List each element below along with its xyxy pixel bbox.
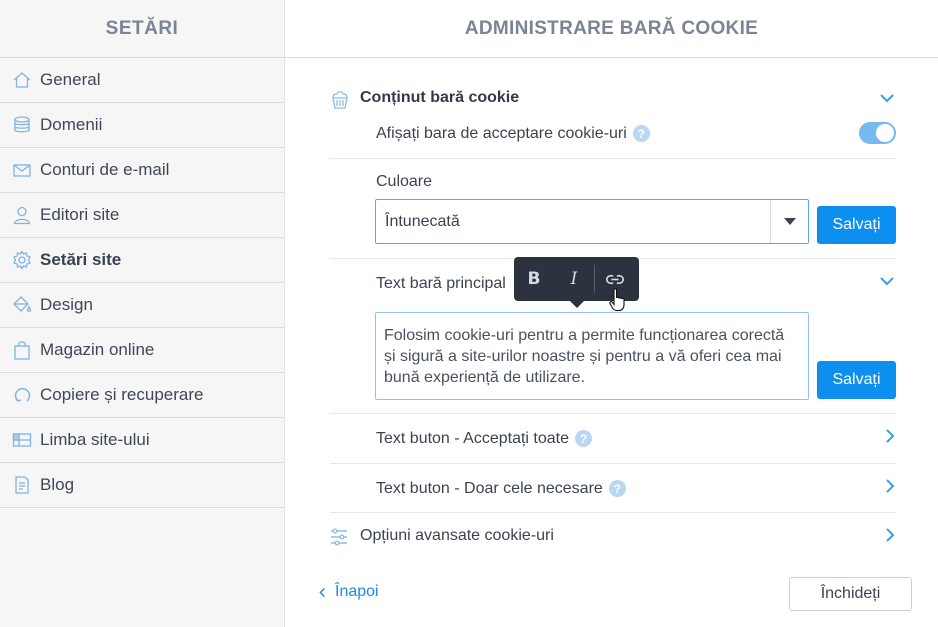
- show-cookie-bar-toggle[interactable]: [859, 122, 896, 144]
- chevron-down-icon[interactable]: [879, 90, 895, 106]
- main-text-label: Text bară principal: [376, 275, 506, 292]
- sidebar-item-label: Limba site-ului: [40, 430, 150, 449]
- sidebar-item-editori-site[interactable]: [0, 193, 284, 238]
- sidebar-item-label: Magazin online: [40, 340, 155, 359]
- document-icon: [11, 474, 33, 496]
- paint-bucket-icon: [11, 294, 33, 316]
- settings-sidebar: [0, 0, 285, 627]
- sidebar-item-blog[interactable]: [0, 463, 284, 508]
- sliders-icon: [329, 527, 349, 547]
- bold-button[interactable]: B: [527, 269, 541, 289]
- database-icon: [11, 114, 33, 136]
- envelope-icon: [11, 159, 33, 181]
- divider: [330, 413, 896, 414]
- toggle-row: [376, 125, 650, 143]
- page-title: ADMINISTRARE BARĂ COOKIE: [285, 0, 938, 58]
- sidebar-item-label: Conturi de e-mail: [40, 160, 170, 179]
- language-flag-icon: [11, 429, 33, 451]
- help-icon[interactable]: ?: [633, 125, 650, 142]
- toggle-label: Afișați bara de acceptare cookie-uri: [376, 125, 627, 142]
- advanced-options-link[interactable]: Opțiuni avansate cookie-uri: [360, 527, 554, 544]
- chevron-right-icon[interactable]: [882, 478, 898, 494]
- caret-down-icon[interactable]: [770, 200, 808, 243]
- main-text-textarea[interactable]: Folosim cookie-uri pentru a permite funcționarea corectă și sigură a site-urilor noastre și pentru a vă oferi cea mai bună experiență de utilizare.: [375, 312, 809, 400]
- home-icon: [11, 69, 33, 91]
- toolbar-pointer: [569, 300, 585, 308]
- divider: [330, 463, 896, 464]
- italic-button[interactable]: I: [570, 269, 578, 289]
- sidebar-item-copiere-recuperare[interactable]: [0, 373, 284, 418]
- toggle-knob: [876, 124, 894, 142]
- sidebar-item-general[interactable]: [0, 58, 284, 103]
- divider: [330, 158, 896, 159]
- accept-all-label: Text buton - Acceptați toate: [376, 430, 570, 447]
- sidebar-item-domenii[interactable]: [0, 103, 284, 148]
- sidebar-item-limba-site[interactable]: [0, 418, 284, 463]
- user-icon: [11, 204, 33, 226]
- sidebar-item-label: Copiere și recuperare: [40, 385, 204, 404]
- back-label: Înapoi: [335, 583, 379, 600]
- restore-icon: [11, 384, 33, 406]
- sidebar-item-conturi-email[interactable]: [0, 148, 284, 193]
- sidebar-item-setari-site[interactable]: [0, 238, 284, 283]
- divider: [330, 512, 896, 513]
- color-label: Culoare: [376, 173, 433, 190]
- shopping-bag-icon: [11, 339, 33, 361]
- section-title-content: Conținut bară cookie: [360, 89, 520, 106]
- necessary-only-row[interactable]: [376, 480, 626, 498]
- chevron-down-icon[interactable]: [879, 273, 895, 289]
- sidebar-title: SETĂRI: [0, 0, 284, 58]
- sidebar-item-label: Design: [40, 295, 93, 314]
- cookie-bar-panel: [285, 0, 938, 627]
- save-text-button[interactable]: Salvați: [817, 361, 896, 399]
- help-icon[interactable]: ?: [609, 480, 626, 497]
- sidebar-item-label: Setări site: [40, 250, 122, 269]
- sidebar-item-label: Blog: [40, 475, 75, 494]
- close-button[interactable]: Închideți: [789, 577, 912, 611]
- back-link[interactable]: [318, 583, 379, 601]
- help-icon[interactable]: ?: [575, 430, 592, 447]
- color-select[interactable]: [375, 199, 809, 244]
- accept-all-row[interactable]: [376, 430, 592, 448]
- save-color-button[interactable]: Salvați: [817, 206, 896, 244]
- color-select-value: Întunecată: [385, 212, 460, 230]
- chevron-right-icon[interactable]: [882, 527, 898, 543]
- chevron-right-icon[interactable]: [882, 428, 898, 444]
- cookie-icon: [329, 88, 351, 110]
- sidebar-item-label: Domenii: [40, 115, 103, 134]
- sidebar-item-magazin-online[interactable]: [0, 328, 284, 373]
- sidebar-item-label: Editori site: [40, 205, 120, 224]
- chevron-left-icon: [318, 587, 326, 598]
- sidebar-item-label: General: [40, 70, 101, 89]
- hand-cursor-icon: [609, 288, 627, 312]
- necessary-only-label: Text buton - Doar cele necesare: [376, 480, 603, 497]
- gear-icon: [11, 249, 33, 271]
- sidebar-item-design[interactable]: [0, 283, 284, 328]
